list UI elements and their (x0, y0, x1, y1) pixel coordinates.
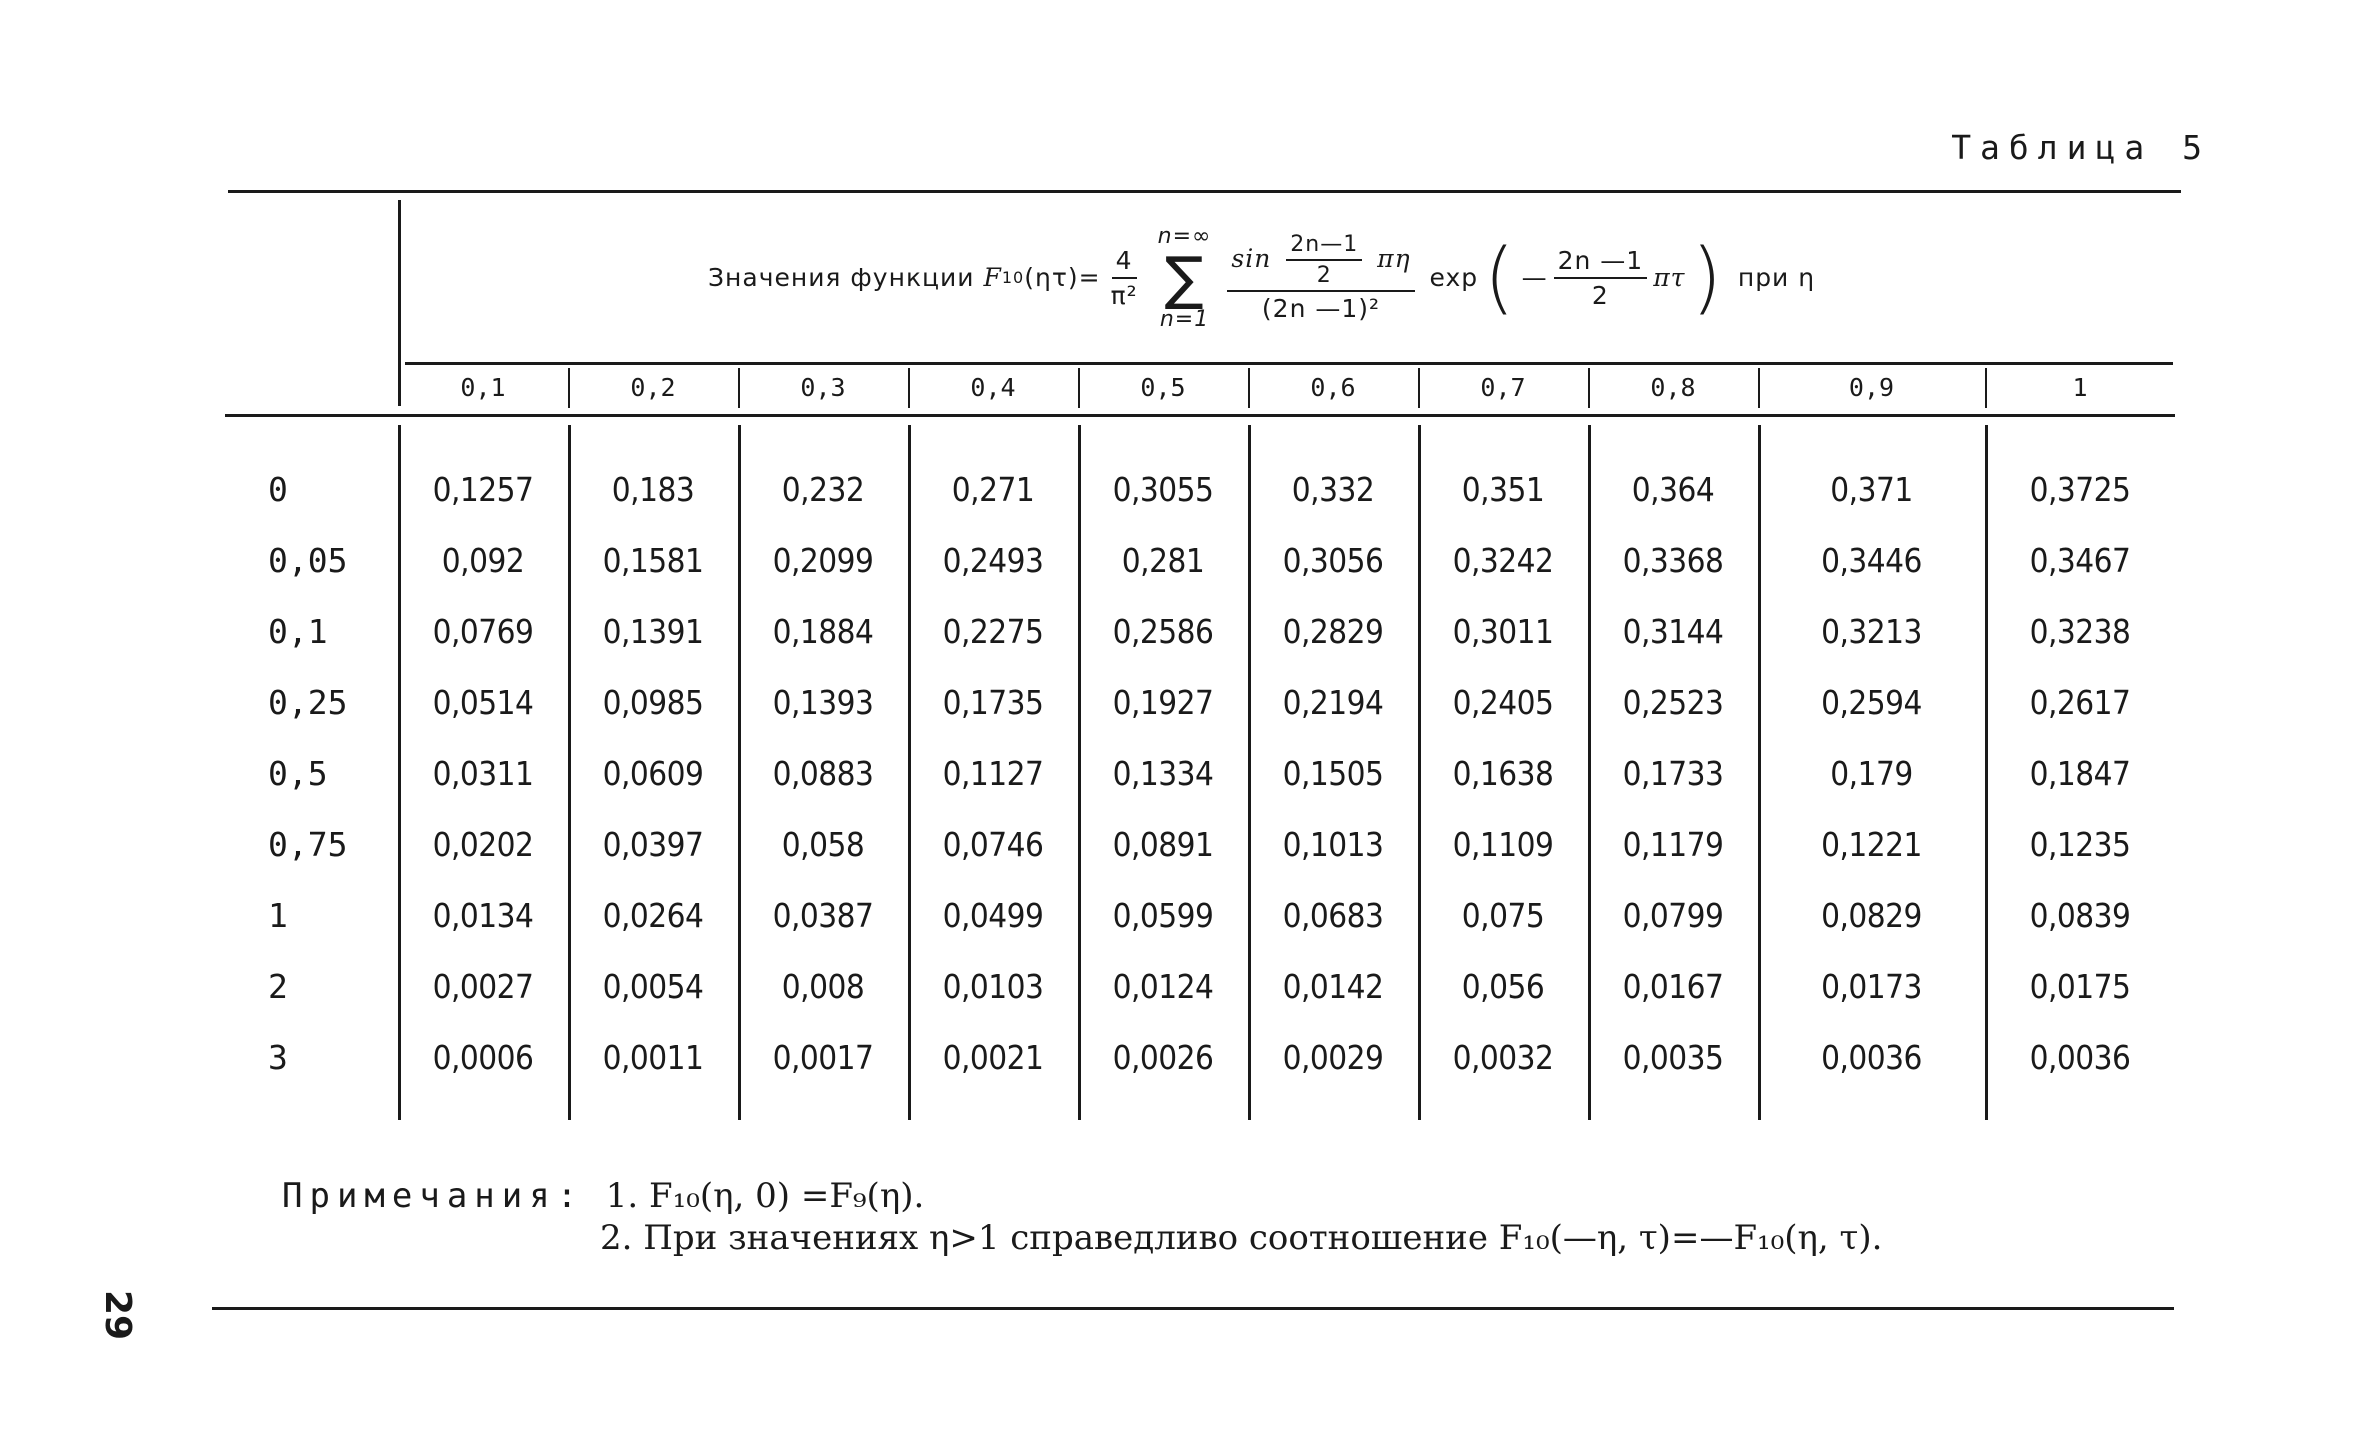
table-cell: 0,1257 (432, 470, 534, 509)
table-cell: 0,0029 (1282, 1038, 1384, 1077)
column-header: 0,4 (970, 373, 1016, 402)
table-cell: 0,0054 (602, 967, 704, 1006)
table-cell: 0,2586 (1112, 612, 1214, 651)
table-cell: 0,0124 (1112, 967, 1214, 1006)
table-cell: 0,2493 (942, 541, 1044, 580)
row-label: 0,1 (268, 612, 328, 651)
table-cell: 0,1127 (942, 754, 1044, 793)
inner-denominator: 2 (1316, 263, 1332, 288)
right-paren: ) (1691, 232, 1723, 323)
table-cell: 0,0883 (772, 754, 874, 793)
table-cell: 0,1391 (602, 612, 704, 651)
row-label: 2 (268, 967, 288, 1006)
table-cell: 0,351 (1461, 470, 1545, 509)
column-header: 0,5 (1140, 373, 1186, 402)
heading-args: (ητ)= (1024, 263, 1101, 292)
table-cell: 0,1221 (1821, 825, 1922, 864)
summation (1158, 224, 1212, 332)
table-cell: 0,0769 (432, 612, 534, 651)
sin-argument: πη (1377, 244, 1411, 273)
exp-denominator: 2 (1591, 280, 1609, 310)
table-cell: 0,0036 (2029, 1038, 2131, 1077)
table-cell: 0,2594 (1821, 683, 1922, 722)
table-cell: 0,0311 (432, 754, 534, 793)
table-cell: 0,1505 (1282, 754, 1384, 793)
table-cell: 0,1334 (1112, 754, 1214, 793)
table-cell: 0,1884 (772, 612, 874, 651)
exp-text: exp (1429, 263, 1479, 292)
table-cell: 0,1013 (1282, 825, 1384, 864)
column-header: 0,6 (1310, 373, 1356, 402)
table-cell: 0,0026 (1112, 1038, 1214, 1077)
table-cell: 0,0134 (432, 896, 534, 935)
inner-fraction (1286, 232, 1362, 288)
table-cell: 0,2194 (1282, 683, 1384, 722)
table-cell: 0,0799 (1622, 896, 1724, 935)
exp-numerator: 2n —1 (1554, 246, 1648, 279)
table-cell: 0,2617 (2029, 683, 2131, 722)
table-cell: 0,0839 (2029, 896, 2131, 935)
left-paren: ( (1484, 232, 1516, 323)
table-cell: 0,1393 (772, 683, 874, 722)
table-cell: 0,0829 (1821, 896, 1922, 935)
note-1: 1. F₁₀(η, 0) =F₉(η). (605, 1176, 925, 1216)
table-cell: 0,0609 (602, 754, 704, 793)
table-cell: 0,3725 (2029, 470, 2131, 509)
table-cell: 0,0514 (432, 683, 534, 722)
main-fraction (1227, 232, 1414, 323)
column-header: 0,2 (630, 373, 676, 402)
table-cell: 0,0021 (942, 1038, 1044, 1077)
table-cell: 0,0035 (1622, 1038, 1724, 1077)
notes-title: Примечания: (282, 1176, 585, 1216)
sin-text: sin (1231, 244, 1272, 273)
table-cell: 0,0397 (602, 825, 704, 864)
page-number: 29 (97, 1290, 138, 1341)
table-caption: Таблица 5 (1951, 128, 2211, 167)
sum-upper-limit: n=∞ (1157, 223, 1212, 249)
row-label: 0 (268, 470, 288, 509)
table-cell: 0,0175 (2029, 967, 2131, 1006)
table-cell: 0,0264 (602, 896, 704, 935)
bottom-rule (212, 1307, 2174, 1310)
heading-func: F (983, 263, 1002, 292)
table-cell: 0,0032 (1452, 1038, 1554, 1077)
heading-suffix: при η (1737, 263, 1816, 292)
table-cell: 0,2405 (1452, 683, 1554, 722)
coef-denominator: π² (1110, 280, 1138, 310)
row-label: 0,05 (268, 541, 348, 580)
column-header: 1 (2072, 373, 2088, 402)
table-cell: 0,0891 (1112, 825, 1214, 864)
header-inner-rule (405, 362, 2173, 365)
row-label: 0,5 (268, 754, 328, 793)
table-cell: 0,1235 (2029, 825, 2131, 864)
table-cell: 0,232 (781, 470, 865, 509)
table-cell: 0,2523 (1622, 683, 1724, 722)
heading-prefix: Значения функции (708, 263, 975, 292)
heading-func-sub: 10 (1001, 268, 1025, 287)
table-cell: 0,364 (1631, 470, 1715, 509)
table-cell: 0,058 (781, 825, 865, 864)
table-cell: 0,3238 (2029, 612, 2131, 651)
exp-fraction (1554, 246, 1648, 310)
table-cell: 0,3213 (1821, 612, 1922, 651)
table-cell: 0,1581 (602, 541, 704, 580)
table-cell: 0,0599 (1112, 896, 1214, 935)
inner-numerator: 2n—1 (1286, 232, 1362, 261)
main-denominator: (2n —1)² (1261, 294, 1381, 323)
table-cell: 0,0036 (1821, 1038, 1922, 1077)
table-cell: 0,332 (1291, 470, 1375, 509)
coefficient-fraction (1107, 246, 1142, 310)
table-cell: 0,1638 (1452, 754, 1554, 793)
table-cell: 0,0499 (942, 896, 1044, 935)
note-2: 2. При значениях η>1 справедливо соотношение F₁₀(—η, τ)=—F₁₀(η, τ). (600, 1218, 1883, 1258)
table-cell: 0,0387 (772, 896, 874, 935)
table-cell: 0,281 (1121, 541, 1205, 580)
table-cell: 0,179 (1830, 754, 1913, 793)
table-cell: 0,0746 (942, 825, 1044, 864)
exp-argument: πτ (1653, 263, 1686, 292)
note-line-2 (282, 1217, 1882, 1259)
table-cell: 0,056 (1461, 967, 1545, 1006)
table-cell: 0,183 (611, 470, 695, 509)
table-cell: 0,3144 (1622, 612, 1724, 651)
column-header: 0,7 (1480, 373, 1526, 402)
header-bottom-rule (225, 414, 2175, 417)
table-cell: 0,2829 (1282, 612, 1384, 651)
exp-minus: — (1521, 263, 1548, 292)
table-cell: 0,2275 (942, 612, 1044, 651)
table-cell: 0,1735 (942, 683, 1044, 722)
column-header: 0,3 (800, 373, 846, 402)
table-cell: 0,3368 (1622, 541, 1724, 580)
table-cell: 0,0142 (1282, 967, 1384, 1006)
table-cell: 0,0017 (772, 1038, 874, 1077)
table-cell: 0,3055 (1112, 470, 1214, 509)
top-rule (228, 190, 2181, 193)
coef-numerator: 4 (1112, 246, 1137, 279)
table-cell: 0,1927 (1112, 683, 1214, 722)
table-heading (708, 215, 1815, 340)
sigma-icon: ∑ (1164, 243, 1205, 312)
sum-lower-limit: n=1 (1159, 306, 1210, 332)
table-cell: 0,1847 (2029, 754, 2131, 793)
row-label: 1 (268, 896, 288, 935)
table-cell: 0,3242 (1452, 541, 1554, 580)
table-cell: 0,0167 (1622, 967, 1724, 1006)
row-label: 0,25 (268, 683, 348, 722)
table-cell: 0,0173 (1821, 967, 1922, 1006)
table-cell: 0,3467 (2029, 541, 2131, 580)
table-cell: 0,008 (781, 967, 865, 1006)
table-cell: 0,1179 (1622, 825, 1724, 864)
column-header: 0,1 (460, 373, 506, 402)
table-cell: 0,1733 (1622, 754, 1724, 793)
table-cell: 0,0027 (432, 967, 534, 1006)
table-cell: 0,1109 (1452, 825, 1554, 864)
table-cell: 0,3446 (1821, 541, 1922, 580)
table-cell: 0,371 (1830, 470, 1913, 509)
table-cell: 0,3011 (1452, 612, 1554, 651)
column-header: 0,8 (1650, 373, 1696, 402)
notes (282, 1175, 1882, 1259)
row-label: 3 (268, 1038, 288, 1077)
table-cell: 0,0683 (1282, 896, 1384, 935)
table-cell: 0,271 (951, 470, 1035, 509)
table-cell: 0,3056 (1282, 541, 1384, 580)
table-cell: 0,0103 (942, 967, 1044, 1006)
row-label: 0,75 (268, 825, 348, 864)
table-cell: 0,0202 (432, 825, 534, 864)
table-cell: 0,0006 (432, 1038, 534, 1077)
table-cell: 0,0985 (602, 683, 704, 722)
table-cell: 0,2099 (772, 541, 874, 580)
column-header: 0,9 (1848, 373, 1895, 402)
table-cell: 0,075 (1461, 896, 1545, 935)
note-line-1 (282, 1175, 1882, 1217)
table-cell: 0,092 (441, 541, 525, 580)
table-cell: 0,0011 (602, 1038, 704, 1077)
